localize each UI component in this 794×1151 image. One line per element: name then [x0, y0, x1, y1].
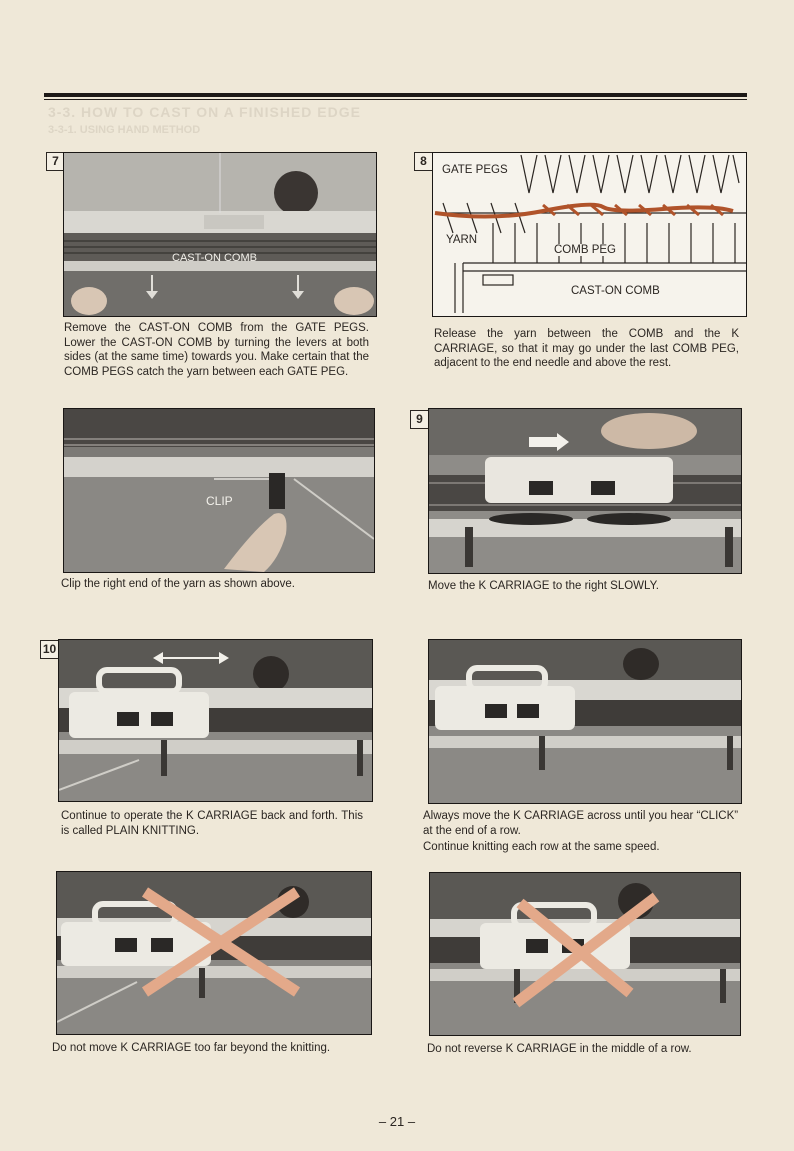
- step-9-caption: Move the K CARRIAGE to the right SLOWLY.: [428, 580, 659, 592]
- ghost-section-title: 3-3. HOW TO CAST ON A FINISHED EDGE: [48, 104, 361, 120]
- header-rule: [44, 93, 747, 97]
- cast-on-comb-label: CAST-ON COMB: [172, 252, 257, 264]
- ghost-section-subtitle: 3-3-1. USING HAND METHOD: [48, 124, 201, 136]
- step-number: 7: [46, 152, 65, 171]
- warning-too-far-photo: [56, 871, 372, 1035]
- comb-peg-label: COMB PEG: [554, 244, 616, 256]
- page-number: – 21 –: [378, 1114, 416, 1129]
- header-rule-thin: [44, 99, 747, 100]
- gate-pegs-label: GATE PEGS: [442, 164, 508, 176]
- warning-too-far-caption: Do not move K CARRIAGE too far beyond the knitting.: [52, 1042, 331, 1054]
- step-7-photo: [63, 152, 377, 317]
- step-10-photo: [58, 639, 373, 802]
- clip-photo: [63, 408, 375, 573]
- clip-caption: Clip the right end of the yarn as shown above.: [61, 578, 295, 590]
- step-number: 10: [40, 640, 59, 659]
- step-7-caption: Remove the CAST-ON COMB from the GATE PEGS. Lower the CAST-ON COMB by turning the levers at both sides (at the same time) towards you. Make certain that the COMB PEGS catch the yarn between each GATE PEG.: [64, 322, 369, 378]
- click-photo: [428, 639, 742, 804]
- clip-label: CLIP: [206, 494, 233, 508]
- click-caption: Always move the K CARRIAGE across until you hear “CLICK” at the end of a row.: [423, 810, 739, 837]
- warning-reverse-caption: Do not reverse K CARRIAGE in the middle of a row.: [427, 1043, 692, 1055]
- step-9-photo: [428, 408, 742, 574]
- cast-on-comb-diagram-label: CAST-ON COMB: [571, 285, 660, 297]
- step-8-caption: Release the yarn between the COMB and the K CARRIAGE, so that it may go under the last COMB PEG, adjacent to the end needle and above the rest.: [434, 328, 739, 369]
- step-10-caption: Continue to operate the K CARRIAGE back and forth. This is called PLAIN KNITTING.: [61, 810, 363, 837]
- step-number: 8: [414, 152, 433, 171]
- step-8-diagram: [432, 152, 747, 317]
- click-caption-2: Continue knitting each row at the same speed.: [423, 841, 660, 853]
- warning-reverse-photo: [429, 872, 741, 1036]
- step-number: 9: [410, 410, 429, 429]
- yarn-label: YARN: [446, 234, 478, 246]
